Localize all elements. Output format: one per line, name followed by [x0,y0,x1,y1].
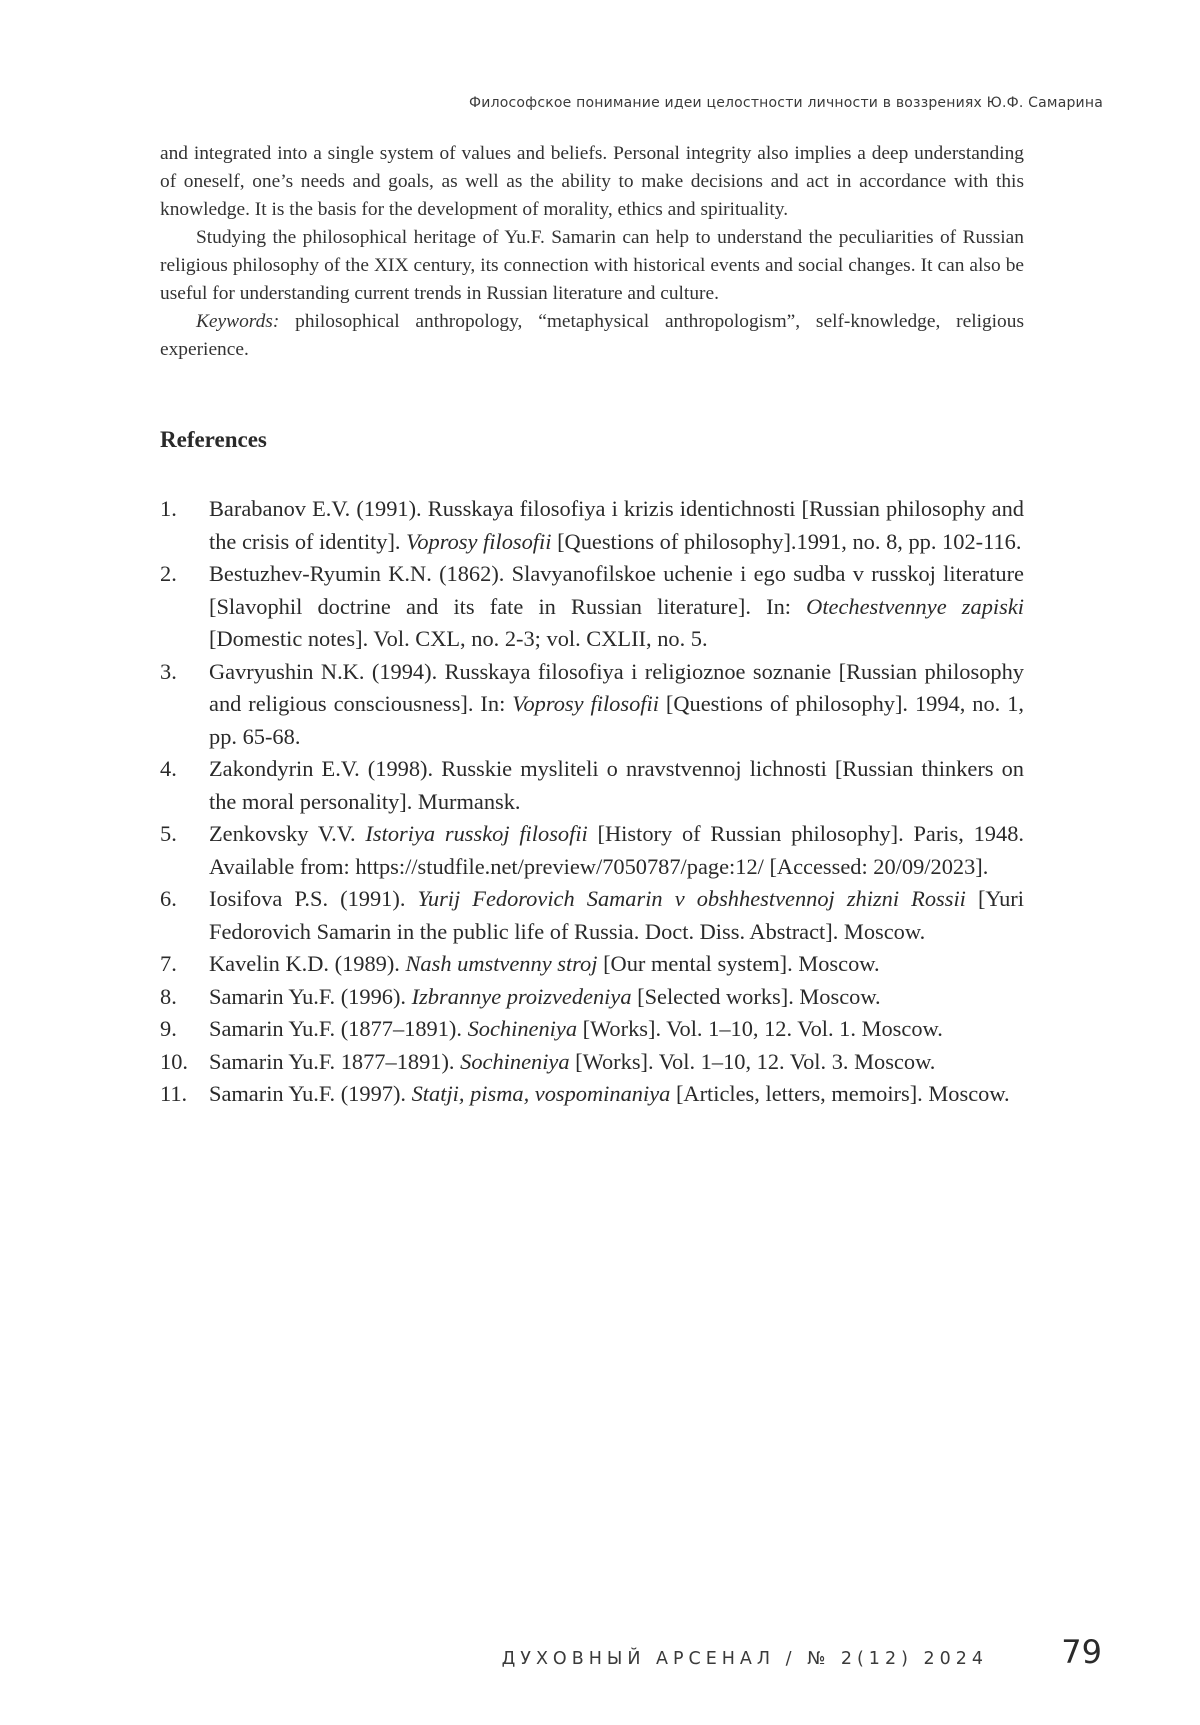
reference-number: 11. [160,1081,188,1106]
reference-item [160,948,1024,981]
running-header: Философское понимание идеи целостности личности в воззрениях Ю.Ф. Самарина [469,95,1103,111]
abstract-text [160,140,1024,364]
reference-source-title: Sochineniya [460,1048,570,1074]
reference-text: Iosifova P.S. (1991). [209,886,418,911]
reference-number: 1. [160,496,177,521]
reference-text: Zenkovsky V.V. [209,821,366,846]
reference-text: Zakondyrin E.V. (1998). Russkie mysliteli o nravstvennoj lichnosti [Russian thinkers on the moral personality]. Murmansk. [209,756,1024,814]
reference-text: [Selected works]. Moscow. [631,983,881,1009]
reference-text: Samarin Yu.F. 1877–1891). [209,1048,461,1074]
page-number: 79 [1061,1633,1102,1671]
abstract-paragraph: and integrated into a single system of values and beliefs. Personal integrity also implies a deep understanding of oneself, one’s needs and goals, as well as the ability to make decisions and act in accordance with this knowledge. It is the basis for the development of morality, ethics and spirituality. [160,143,1024,220]
reference-text: [Articles, letters, memoirs]. Moscow. [670,1081,1010,1106]
reference-text: [Works]. Vol. 1–10, 12. Vol. 1. Moscow. [577,1016,943,1041]
reference-source-title: Yurij Fedorovich Samarin v obshhestvennoj zhizni Rossii [417,886,966,911]
reference-item [160,818,1024,883]
abstract-paragraph: Studying the philosophical heritage of Yu.F. Samarin can help to understand the peculiarities of Russian religious philosophy of the XIX century, its connection with historical events and social changes. It can also be useful for understanding current trends in Russian literature and culture. [160,227,1024,304]
keywords-text: philosophical anthropology, “metaphysical anthropologism”, self-knowledge, religious experience. [160,311,1024,360]
reference-source-title: Voprosy filosofii [512,691,659,716]
references-heading: References [160,427,267,452]
reference-source-title: Statji, pisma, vospominaniya [411,1081,671,1106]
reference-text: [Questions of philosophy].1991, no. 8, pp. 102-116. [551,528,1022,554]
reference-item [160,883,1024,948]
reference-number: 3. [160,658,177,684]
reference-source-title: Nash umstvenny stroj [405,951,598,976]
reference-text: [Domestic notes]. Vol. CXL, no. 2-3; vol. CXLII, no. 5. [209,626,708,651]
reference-item [160,493,1024,558]
reference-item [160,1078,1024,1111]
reference-item [160,1013,1024,1046]
reference-source-title: Sochineniya [467,1016,578,1041]
reference-number: 8. [160,983,177,1009]
reference-number: 4. [160,756,177,781]
reference-text: [Questions of philosophy]. 1994, no. 1, pp. 65-68. [209,691,1024,749]
reference-source-title: Otechestvennye zapiski [806,593,1024,619]
reference-number: 6. [160,886,177,911]
reference-number: 9. [160,1016,177,1041]
reference-item [160,981,1024,1014]
reference-number: 5. [160,821,177,846]
journal-footer: ДУХОВНЫЙ АРСЕНАЛ / № 2(12) 2024 [501,1649,988,1669]
reference-source-title: Istoriya russkoj filosofii [365,821,588,846]
reference-text: [Yuri Fedorovich Samarin in the public life of Russia. Doct. Diss. Abstract]. Moscow. [209,886,1024,944]
reference-text: Gavryushin N.K. (1994). Russkaya filosofiya i religioznoe soznanie [Russian philosophy and religious consciousness]. In: [209,658,1024,716]
references-list [160,493,1024,1111]
reference-item [160,753,1024,818]
keywords-paragraph [160,308,1024,364]
reference-text: [History of Russian philosophy]. Paris, 1948. Available from: https://studfile.net/preview/7050787/page:12/ [Accessed: 20/09/2023]. [209,821,1024,879]
reference-text: Samarin Yu.F. (1877–1891). [209,1016,468,1041]
reference-source-title: Voprosy filosofii [406,528,552,554]
reference-item [160,558,1024,656]
reference-source-title: Izbrannye proizvedeniya [411,983,632,1009]
reference-text: [Our mental system]. Moscow. [597,951,880,976]
reference-text: Samarin Yu.F. (1997). [209,1081,412,1106]
keywords-label: Keywords: [196,311,280,332]
reference-number: 10. [160,1048,188,1074]
reference-text: Barabanov E.V. (1991). Russkaya filosofiya i krizis identichnosti [Russian philosophy and the crisis of identity]. [209,496,1024,554]
reference-item [160,656,1024,754]
reference-text: [Works]. Vol. 1–10, 12. Vol. 3. Moscow. [569,1048,936,1074]
reference-text: Samarin Yu.F. (1996). [209,983,412,1009]
reference-text: Kavelin K.D. (1989). [209,951,406,976]
reference-number: 2. [160,561,177,586]
reference-number: 7. [160,951,177,976]
reference-item [160,1046,1024,1079]
reference-text: Bestuzhev-Ryumin K.N. (1862). Slavyanofilskoe uchenie i ego sudba v russkoj literature [Slavophil doctrine and its fate in Russian literature]. In: [209,561,1024,619]
